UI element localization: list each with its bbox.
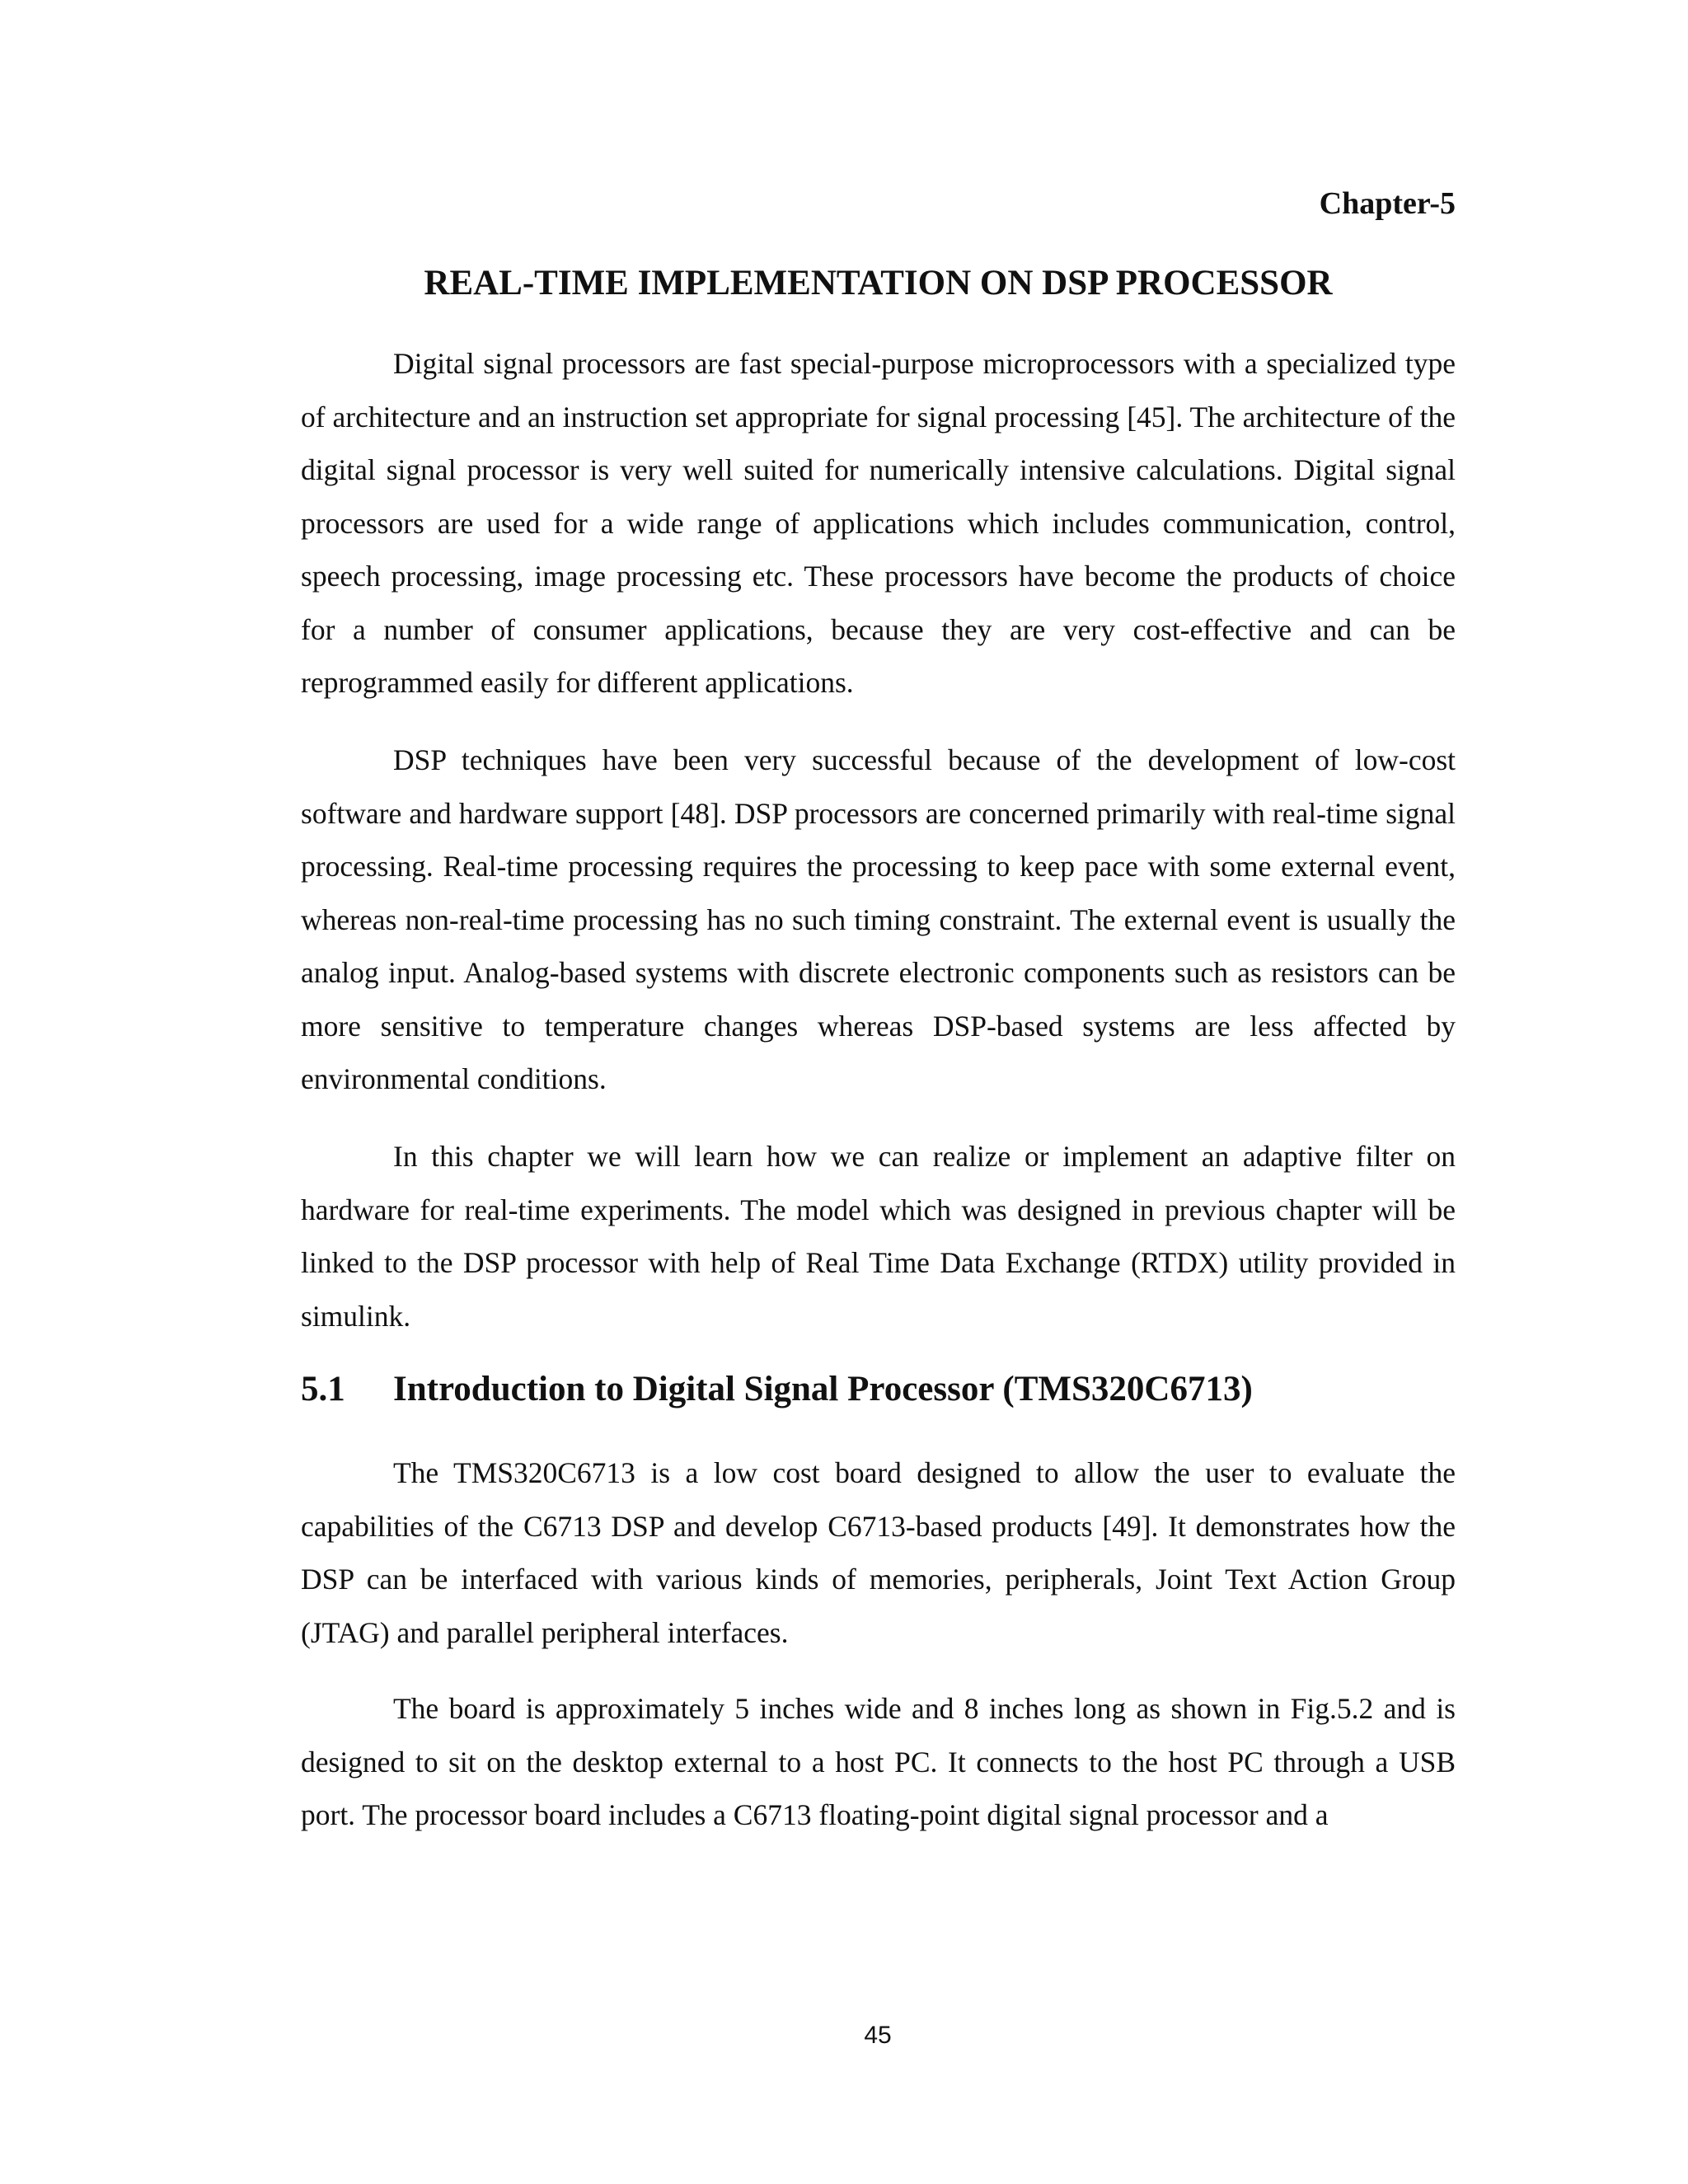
paragraph-block — [301, 1446, 1456, 1659]
paragraph-block — [301, 1130, 1456, 1343]
paragraph-block — [301, 1682, 1456, 1842]
chapter-label: Chapter-5 — [1319, 186, 1456, 221]
section-paragraph: The TMS320C6713 is a low cost board designed to allow the user to evaluate the capabilities of the C6713 DSP and develop C6713-based products [49]. It demonstrates how the DSP can be interfaced with various kinds of memories, peripherals, Joint Text Action Group (JTAG) and parallel peripheral interfaces. — [301, 1456, 1456, 1649]
body-paragraph: DSP techniques have been very successful because of the development of low-cost software and hardware support [48]. DSP processors are concerned primarily with real-time signal processing. Real-time processing requires the processing to keep pace with some external event, whereas non-real-time processing has no such timing constraint. The external event is usually the analog input. Analog-based systems with discrete electronic components such as resistors can be more sensitive to temperature changes whereas DSP-based systems are less affected by environmental conditions. — [301, 743, 1456, 1095]
paragraph-block — [301, 337, 1456, 710]
paragraph-block — [301, 733, 1456, 1106]
section-title: Introduction to Digital Signal Processor (TMS320C6713) — [393, 1370, 1253, 1408]
section-heading — [301, 1366, 1456, 1413]
chapter-title: REAL-TIME IMPLEMENTATION ON DSP PROCESSOR — [424, 264, 1333, 302]
body-paragraph: Digital signal processors are fast special-purpose microprocessors with a specialized type of architecture and an instruction set appropriate for signal processing [45]. The architecture of the digital signal processor is very well suited for numerically intensive calculations. Digital signal processors are used for a wide range of applications which includes communication, control, speech processing, image processing etc. These processors have become the products of choice for a number of consumer applications, because they are very cost-effective and can be reprogrammed easily for different applications. — [301, 347, 1456, 699]
section-paragraph: The board is approximately 5 inches wide and 8 inches long as shown in Fig.5.2 and is designed to sit on the desktop external to a host PC. It connects to the host PC through a USB port. The processor board includes a C6713 floating-point digital signal processor and a — [301, 1692, 1456, 1831]
page-number: 45 — [864, 2022, 892, 2049]
body-paragraph: In this chapter we will learn how we can realize or implement an adaptive filter on hardware for real-time experiments. The model which was designed in previous chapter will be linked to the DSP processor with help of Real Time Data Exchange (RTDX) utility provided in simulink. — [301, 1140, 1456, 1333]
section-number: 5.1 — [301, 1370, 345, 1408]
